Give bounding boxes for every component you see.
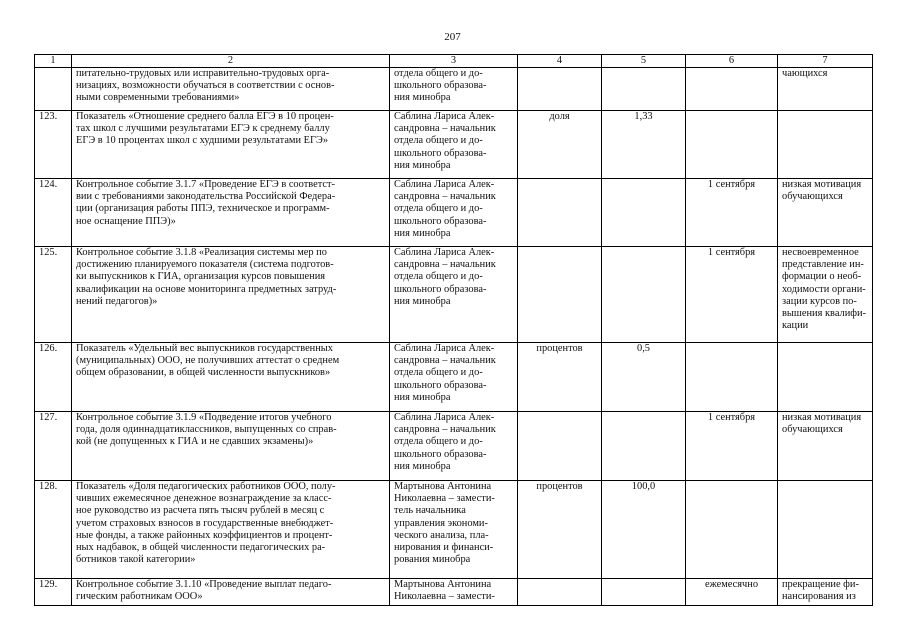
row-unit [518, 247, 602, 343]
row-value [602, 247, 686, 343]
row-number [35, 68, 72, 111]
row-deadline [686, 343, 778, 412]
row-number: 128. [35, 481, 72, 579]
row-deadline [686, 68, 778, 111]
row-risk: несвоевременное представление ин- формации о необ- ходимости органи- зации курсов по- вышения квалифи- кации [778, 247, 873, 343]
row-deadline: 1 сентября [686, 412, 778, 481]
plan-table [34, 54, 873, 606]
row-value: 1,33 [602, 111, 686, 179]
row-responsible: Саблина Лариса Алек- сандровна – начальник отдела общего и до- школьного образова- ния минобра [390, 343, 518, 412]
row-unit [518, 179, 602, 247]
table-row [35, 343, 873, 412]
row-number: 124. [35, 179, 72, 247]
row-responsible: Саблина Лариса Алек- сандровна – начальник отдела общего и до- школьного образова- ния минобра [390, 412, 518, 481]
row-description: Показатель «Удельный вес выпускников государственных (муниципальных) ООО, не получивших аттестат о среднем общем образовании, в общей численности выпускников» [72, 343, 390, 412]
row-deadline: 1 сентября [686, 179, 778, 247]
row-deadline: ежемесячно [686, 579, 778, 606]
row-responsible: Саблина Лариса Алек- сандровна – начальник отдела общего и до- школьного образова- ния минобра [390, 111, 518, 179]
row-value: 0,5 [602, 343, 686, 412]
row-responsible: Саблина Лариса Алек- сандровна – начальник отдела общего и до- школьного образова- ния минобра [390, 179, 518, 247]
column-header: 5 [602, 55, 686, 68]
page-number: 207 [444, 31, 461, 43]
row-unit [518, 412, 602, 481]
row-value [602, 68, 686, 111]
row-description: Показатель «Доля педагогических работников ООО, полу- чивших ежемесячное денежное вознаграждение за класс- ное руководство из расчета пять тысяч рублей в месяц с учетом страховых взносов в государственные внебюджет- ные фонды, а также районных коэффициентов и процент- ных надбавок, в общей численности педагогических ра- ботников такой категории» [72, 481, 390, 579]
row-responsible: Мартынова Антонина Николаевна – замести- тель начальника управления экономи- ческого анализа, пла- нирования и финанси- рования минобра [390, 481, 518, 579]
row-deadline [686, 481, 778, 579]
table-row [35, 68, 873, 111]
column-header: 3 [390, 55, 518, 68]
row-risk [778, 343, 873, 412]
column-header: 6 [686, 55, 778, 68]
row-risk [778, 481, 873, 579]
row-number: 126. [35, 343, 72, 412]
row-value [602, 412, 686, 481]
row-risk: низкая мотивация обучающихся [778, 179, 873, 247]
row-number: 123. [35, 111, 72, 179]
column-header: 1 [35, 55, 72, 68]
row-deadline [686, 111, 778, 179]
row-risk: прекращение фи- нансирования из [778, 579, 873, 606]
header-row [35, 55, 873, 68]
row-value [602, 579, 686, 606]
row-unit: доля [518, 111, 602, 179]
row-unit [518, 579, 602, 606]
row-risk [778, 111, 873, 179]
table-row [35, 247, 873, 343]
row-description: Контрольное событие 3.1.8 «Реализация системы мер по достижению планируемого показателя (система подготов- ки выпускников к ГИА, организация курсов повышения квалификации на основе мониторинга предметных затруд- нений педагогов)» [72, 247, 390, 343]
table-row [35, 179, 873, 247]
row-description: питательно-трудовых или исправительно-трудовых орга- низациях, возможности обучаться в соответствии с основ- ными современными требованиями» [72, 68, 390, 111]
table-row [35, 481, 873, 579]
row-deadline: 1 сентября [686, 247, 778, 343]
column-header: 4 [518, 55, 602, 68]
table-row [35, 412, 873, 481]
row-description: Показатель «Отношение среднего балла ЕГЭ в 10 процен- тах школ с лучшими результатами ЕГЭ к среднему баллу ЕГЭ в 10 процентах школ с худшими результатами ЕГЭ» [72, 111, 390, 179]
row-responsible: Саблина Лариса Алек- сандровна – начальник отдела общего и до- школьного образова- ния минобра [390, 247, 518, 343]
row-risk: чающихся [778, 68, 873, 111]
row-responsible: отдела общего и до- школьного образова- ния минобра [390, 68, 518, 111]
column-header: 7 [778, 55, 873, 68]
row-value [602, 179, 686, 247]
row-number: 125. [35, 247, 72, 343]
table-row [35, 111, 873, 179]
row-unit: процентов [518, 343, 602, 412]
row-responsible: Мартынова Антонина Николаевна – замести- [390, 579, 518, 606]
row-number: 127. [35, 412, 72, 481]
row-number: 129. [35, 579, 72, 606]
row-risk: низкая мотивация обучающихся [778, 412, 873, 481]
column-header: 2 [72, 55, 390, 68]
row-description: Контрольное событие 3.1.9 «Подведение итогов учебного года, доля одиннадцатиклассников, выпущенных со справ- кой (не допущенных к ГИА и не сдавших экзамены)» [72, 412, 390, 481]
row-unit [518, 68, 602, 111]
row-value: 100,0 [602, 481, 686, 579]
row-description: Контрольное событие 3.1.7 «Проведение ЕГЭ в соответст- вии с требованиями законодательства Российской Федера- ции (организация работы ППЭ, техническое и программ- ное оснащение ППЭ)» [72, 179, 390, 247]
row-unit: процентов [518, 481, 602, 579]
table-row [35, 579, 873, 606]
row-description: Контрольное событие 3.1.10 «Проведение выплат педаго- гическим работникам ООО» [72, 579, 390, 606]
